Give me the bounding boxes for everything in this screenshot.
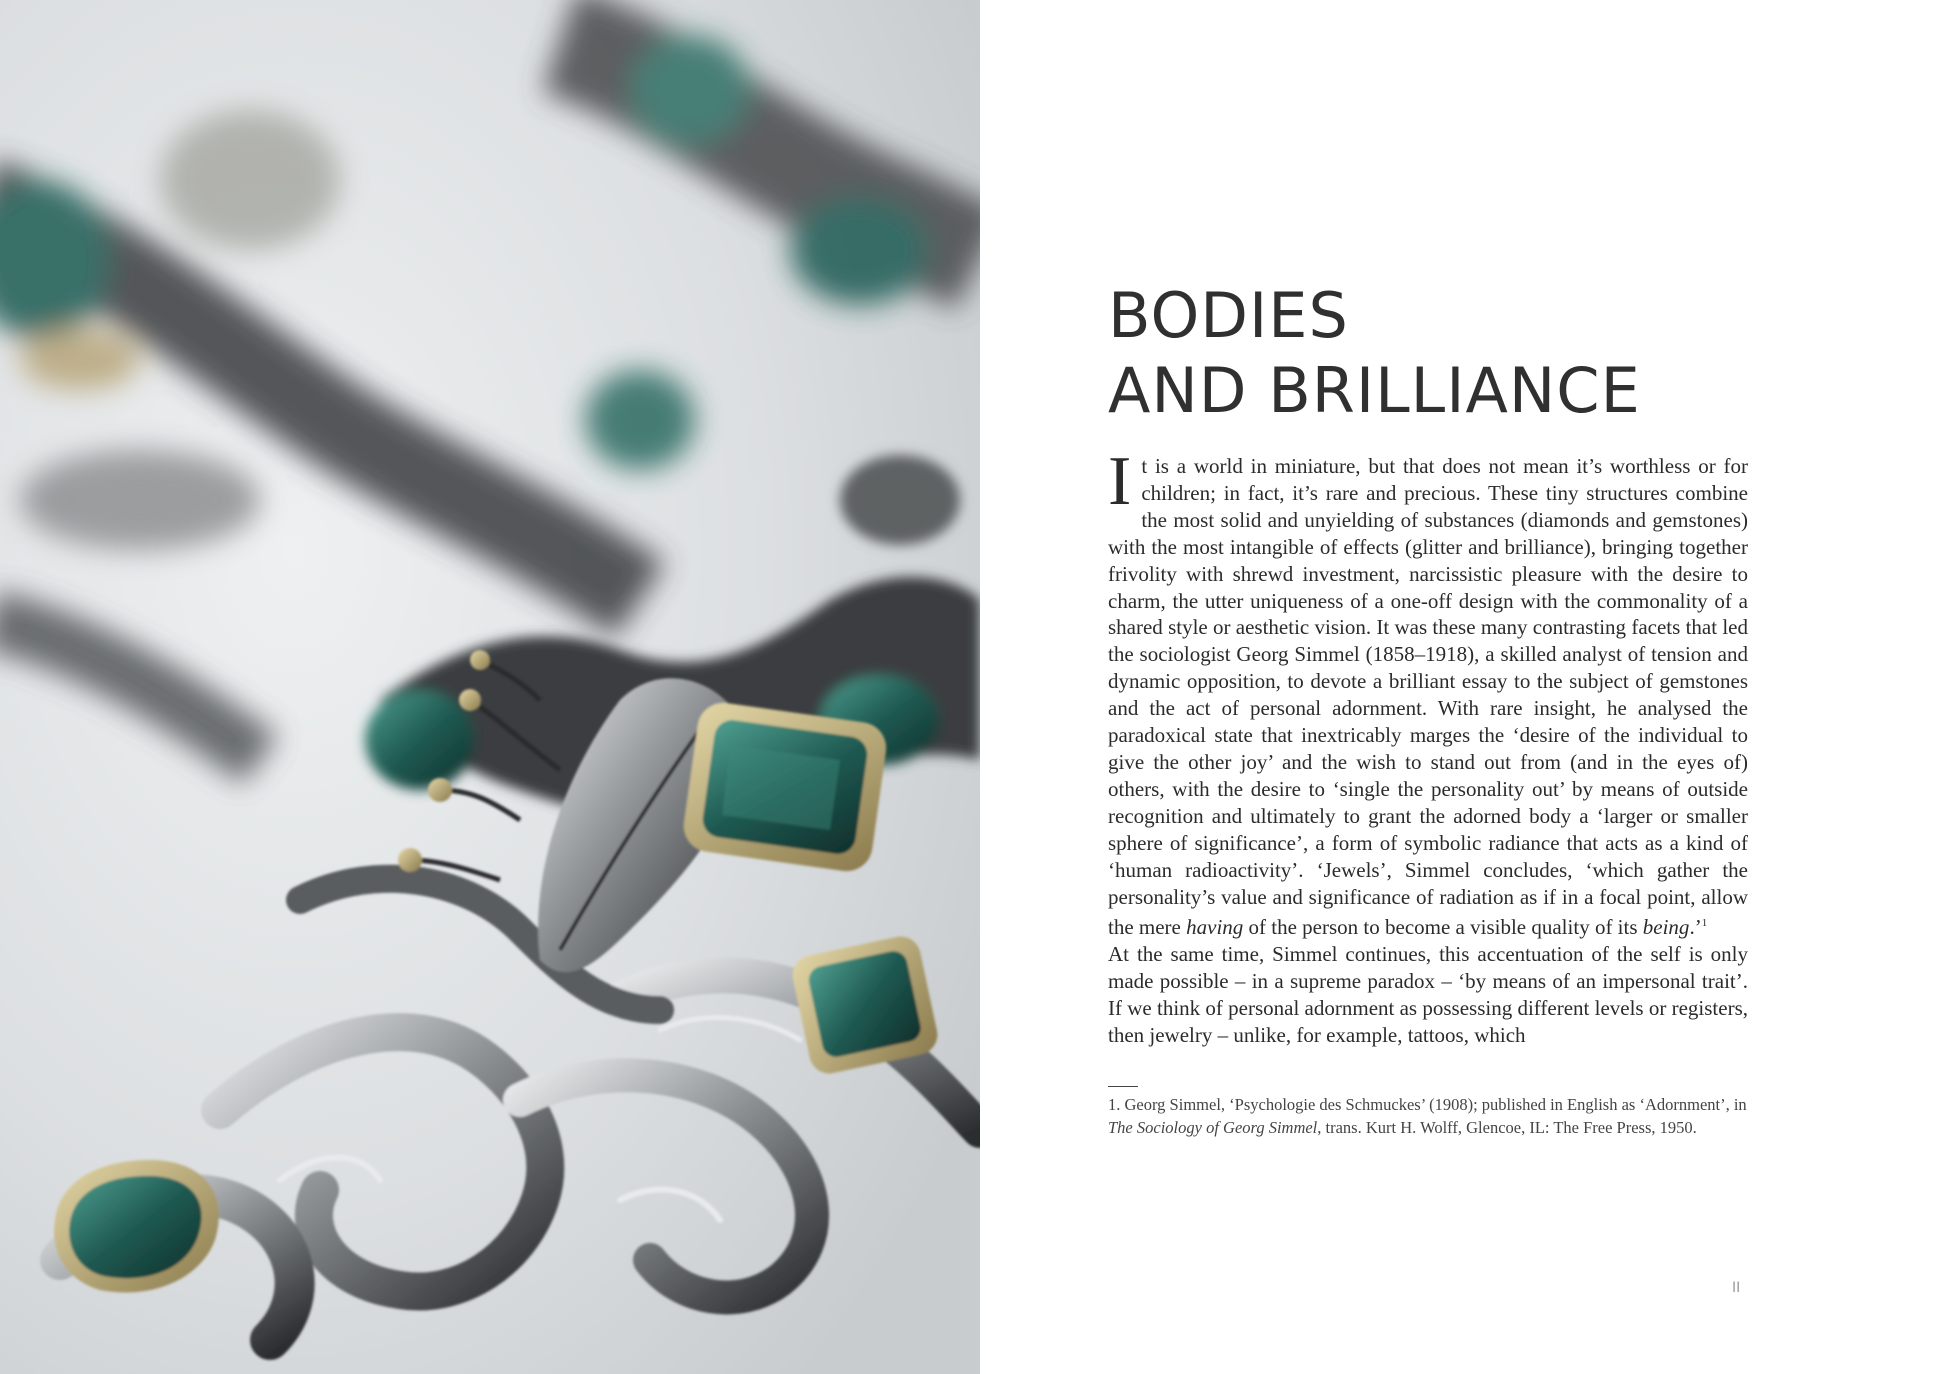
paragraph-1 [1108,443,1748,941]
footnote-text-1: 1. Georg Simmel, ‘Psychologie des Schmuckes’ (1908); published in English as ‘Adornment’, in [1108,1095,1747,1114]
footnote [1108,1093,1748,1139]
paragraph-1-text: t is a world in miniature, but that does not mean it’s worthless or for children; in fact, it’s rare and precious. These tiny structures combine the most solid and unyielding of substances (diamonds and gemstones) with the most intangible of effects (glitter and brilliance), bringing together frivolity with shrewd investment, narcissistic pleasure with the desire to charm, the utter uniqueness of a one-off design with the commonality of a shared style or aesthetic vision. It was these many contrasting facets that led the sociologist Georg Simmel (1858–1918), a skilled analyst of tension and dynamic opposition, to devote a brilliant essay to the subject of gemstones and the act of personal adornment. With rare insight, he analysed the paradoxical state that inextricably marges the ‘desire of the individual to give the other joy’ and the wish to stand out from (and in the eyes of) others, with the desire to ‘single the personality out’ by means of outside recognition and ultimately to grant the adorned body a ‘larger or smaller sphere of significance’, a form of symbolic radiance that acts as a kind of ‘human radioactivity’. ‘Jewels’, Simmel concludes, ‘which gather the personality’s value and significance of radiation as if in a focal point, allow the mere [1108,454,1748,940]
footnote-marker: 1 [1701,917,1708,930]
paragraph-2: At the same time, Simmel continues, this accentuation of the self is only made possible – in a supreme paradox – ‘by means of an impersonal trait’. If we think of personal adornment as possessing different levels or registers, then jewelry – unlike, for example, tattoos, which [1108,942,1748,1048]
chapter-title [1108,278,1641,428]
footnote-book-title: The Sociology of Georg Simmel [1108,1118,1318,1137]
page-number: II [1732,1280,1741,1296]
title-line-2: AND BRILLIANCE [1108,354,1641,427]
footnote-text-2: , trans. Kurt H. Wolff, Glencoe, IL: The Free Press, 1950. [1317,1118,1697,1137]
footnote-rule [1108,1086,1138,1087]
text-page [980,0,1946,1374]
paragraph-1-end: .’ [1689,915,1702,940]
emphasis-being: being [1642,915,1690,940]
title-line-1: BODIES [1108,279,1349,352]
body-text [1108,443,1748,1049]
emphasis-having: having [1186,915,1244,940]
drop-cap: I [1108,443,1132,520]
paragraph-1-mid: of the person to become a visible quality of its [1243,915,1643,940]
